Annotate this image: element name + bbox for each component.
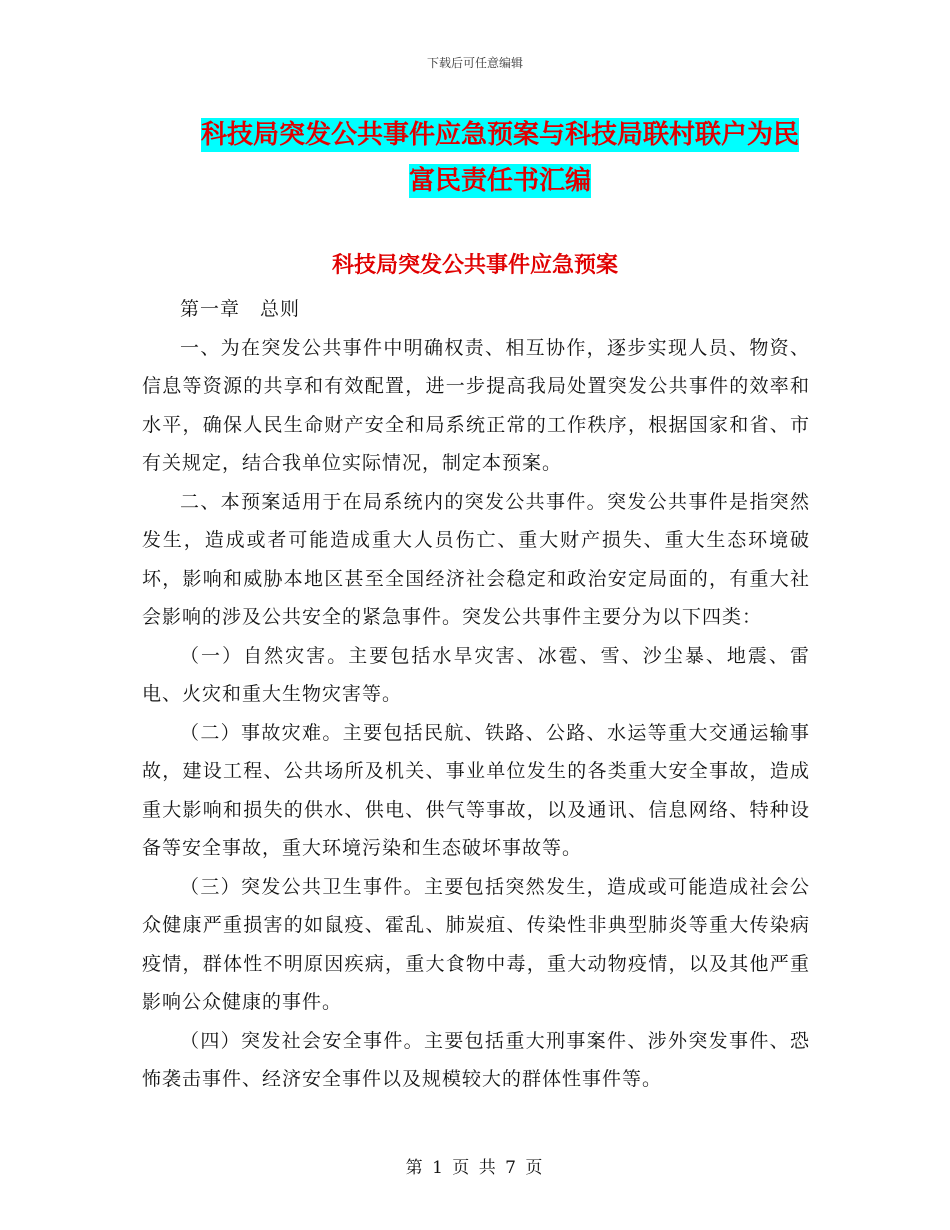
paragraph: 二、本预案适用于在局系统内的突发公共事件。突发公共事件是指突然发生，造成或者可能造成重大人员伤亡、重大财产损失、重大生态环境破坏，影响和威胁本地区甚至全国经济社会稳定和政治安定局面的，有重大社会影响的涉及公共安全的紧急事件。突发公共事件主要分为以下四类： xyxy=(142,490,810,628)
paragraph: （二）事故灾难。主要包括民航、铁路、公路、水运等重大交通运输事故，建设工程、公共场所及机关、事业单位发生的各类重大安全事故，造成重大影响和损失的供水、供电、供气等事故，以及通讯、信息网络、特种设备等安全事故，重大环境污染和生态破坏事故等。 xyxy=(142,721,810,859)
section-title: 科技局突发公共事件应急预案 xyxy=(331,253,618,278)
page-header-note: 下载后可任意编辑 xyxy=(426,56,523,70)
paragraph: 一、为在突发公共事件中明确权责、相互协作，逐步实现人员、物资、信息等资源的共享和有效配置，进一步提高我局处置突发公共事件的效率和水平，确保人民生命财产安全和局系统正常的工作秩序，根据国家和省、市有关规定，结合我单位实际情况，制定本预案。 xyxy=(142,336,810,474)
document-title-line-2: 富民责任书汇编 xyxy=(408,166,591,196)
chapter-heading: 第一章 总则 xyxy=(180,298,301,320)
document-title-line-1: 科技局突发公共事件应急预案与科技局联村联户为民 xyxy=(200,120,799,150)
document-title xyxy=(150,112,850,204)
paragraph: （四）突发社会安全事件。主要包括重大刑事案件、涉外突发事件、恐怖袭击事件、经济安全事件以及规模较大的群体性事件等。 xyxy=(142,1029,810,1090)
document-body xyxy=(142,290,810,1099)
paragraph: （三）突发公共卫生事件。主要包括突然发生，造成或可能造成社会公众健康严重损害的如鼠疫、霍乱、肺炭疽、传染性非典型肺炎等重大传染病疫情，群体性不明原因疾病，重大食物中毒，重大动物疫情，以及其他严重影响公众健康的事件。 xyxy=(142,875,810,1013)
page-number: 第 1 页 共 7 页 xyxy=(405,1158,545,1178)
paragraph: （一）自然灾害。主要包括水旱灾害、冰雹、雪、沙尘暴、地震、雷电、火灾和重大生物灾害等。 xyxy=(142,644,810,705)
